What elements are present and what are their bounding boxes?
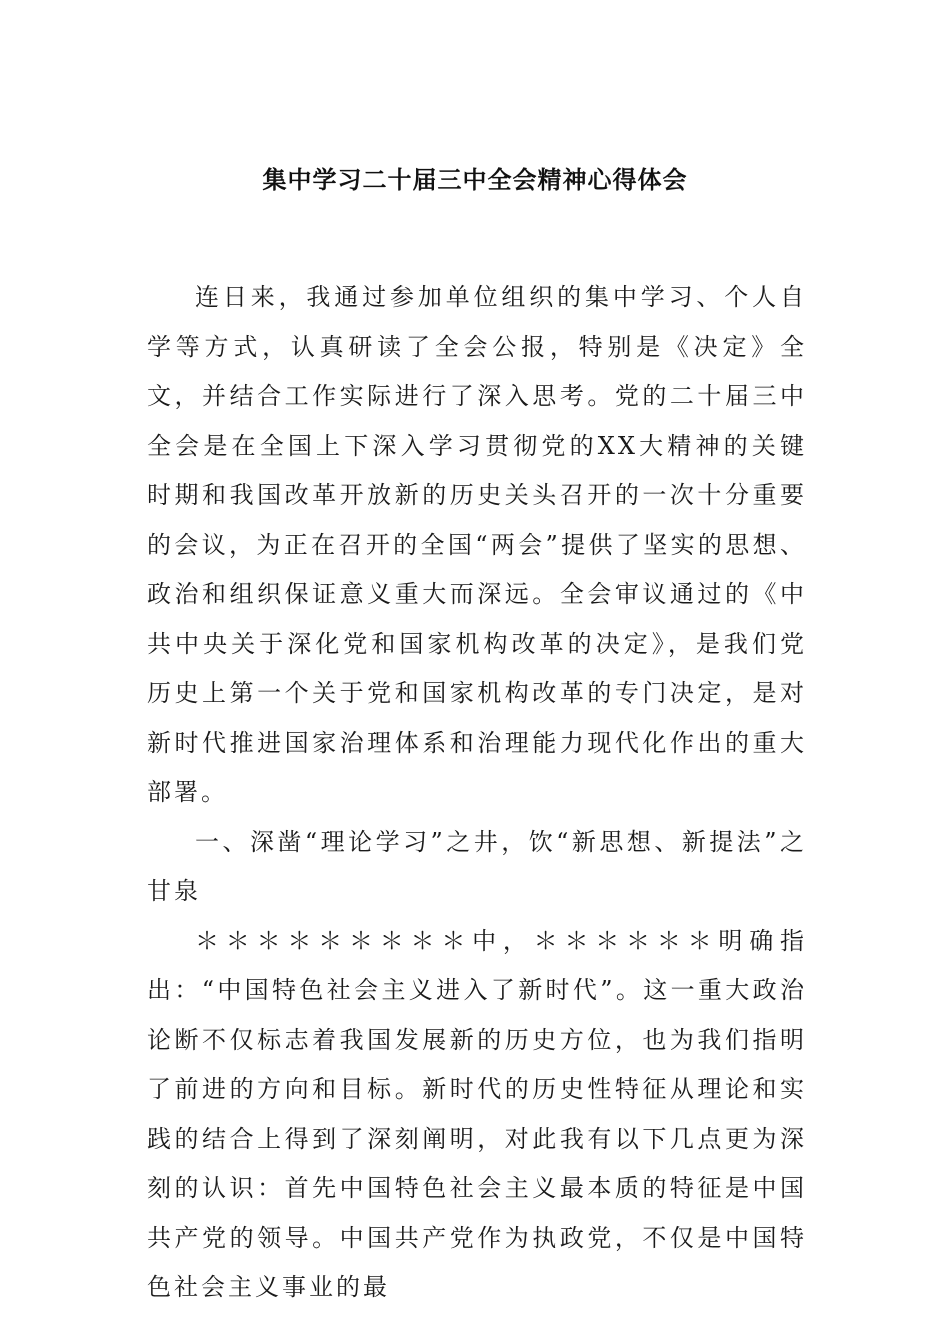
paragraph-section-1: ＊＊＊＊＊＊＊＊＊中，＊＊＊＊＊＊明确指出：“中国特色社会主义进入了新时代”。这一重大政治论断不仅标志着我国发展新的历史方位，也为我们指明了前进的方向和目标。新时代的历史性特征从理论和实践的结合上得到了深刻阐明，对此我有以下几点更为深刻的认识：首先中国特色社会主义最本质的特征是中国共产党的领导。中国共产党作为执政党，不仅是中国特色社会主义事业的最 bbox=[147, 926, 807, 1301]
document-title: 集中学习二十届三中全会精神心得体会 bbox=[262, 166, 688, 194]
section-heading-1: 一、深凿“理论学习”之井，饮“新思想、新提法”之甘泉 bbox=[147, 827, 807, 905]
document-body bbox=[147, 273, 807, 1313]
paragraph-intro: 连日来，我通过参加单位组织的集中学习、个人自学等方式，认真研读了全会公报，特别是《决定》全文，并结合工作实际进行了深入思考。党的二十届三中全会是在全国上下深入学习贯彻党的XX大精神的关键时期和我国改革开放新的历史关头召开的一次十分重要的会议，为正在召开的全国“两会”提供了坚实的思想、政治和组织保证意义重大而深远。全会审议通过的《中共中央关于深化党和国家机构改革的决定》，是我们党历史上第一个关于党和国家机构改革的专门决定，是对新时代推进国家治理体系和治理能力现代化作出的重大部署。 bbox=[147, 283, 807, 806]
